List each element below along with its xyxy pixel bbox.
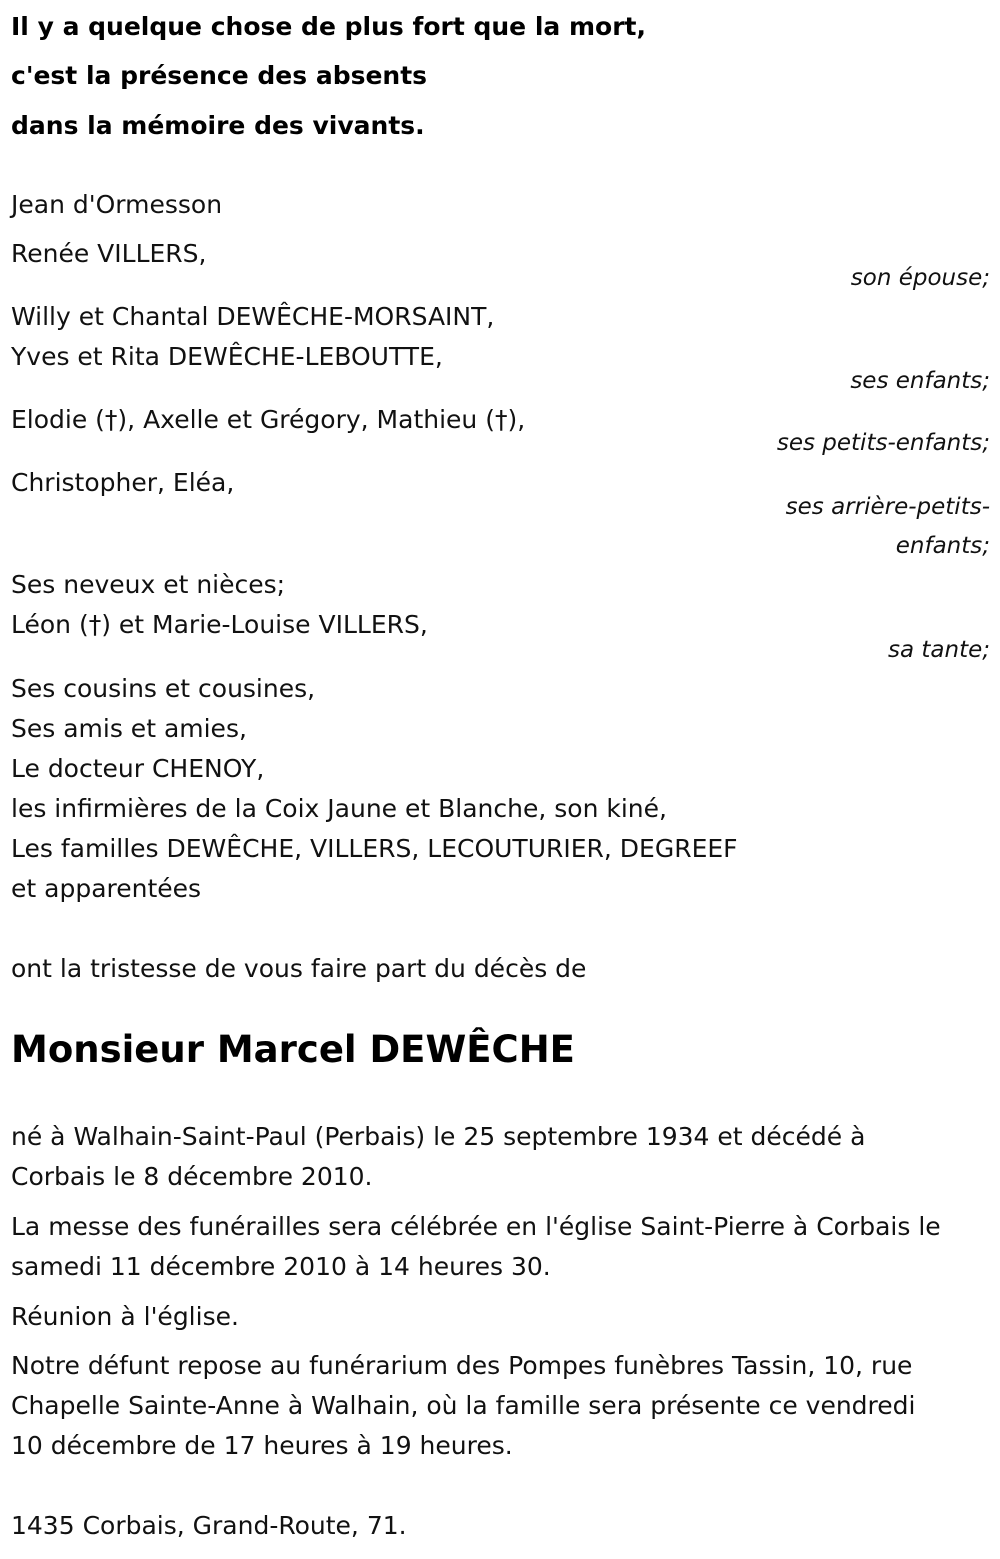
address-line: 1435 Corbais, Grand-Route, 71.: [11, 1511, 407, 1540]
family-name-line: Léon (†) et Marie-Louise VILLERS,: [11, 610, 428, 639]
family-relation: son épouse;: [850, 265, 990, 291]
detail-line: samedi 11 décembre 2010 à 14 heures 30.: [11, 1252, 551, 1281]
family-relation: sa tante;: [888, 637, 990, 663]
family-name-line: Ses amis et amies,: [11, 714, 247, 743]
quote-author: Jean d'Ormesson: [11, 190, 223, 219]
detail-line: né à Walhain-Saint-Paul (Perbais) le 25 septembre 1934 et décédé à: [11, 1122, 866, 1151]
family-name-line: Le docteur CHENOY,: [11, 754, 265, 783]
quote-line: Il y a quelque chose de plus fort que la mort,: [11, 12, 646, 41]
detail-line: Chapelle Sainte-Anne à Walhain, où la famille sera présente ce vendredi: [11, 1391, 916, 1420]
family-name-line: les infirmières de la Coix Jaune et Blanche, son kiné,: [11, 794, 667, 823]
family-name-line: Ses neveux et nièces;: [11, 570, 286, 599]
family-relation: ses enfants;: [850, 368, 990, 394]
family-name-line: Ses cousins et cousines,: [11, 674, 316, 703]
detail-line: Corbais le 8 décembre 2010.: [11, 1162, 373, 1191]
announcement-text: ont la tristesse de vous faire part du décès de: [11, 954, 587, 983]
family-relation: enfants;: [895, 533, 990, 559]
family-name-line: Willy et Chantal DEWÊCHE-MORSAINT,: [11, 302, 495, 331]
deceased-name: Monsieur Marcel DEWÊCHE: [11, 1028, 575, 1071]
quote-line: dans la mémoire des vivants.: [11, 111, 425, 140]
family-name-line: Yves et Rita DEWÊCHE-LEBOUTTE,: [11, 342, 443, 371]
family-relation: ses arrière-petits-: [785, 494, 990, 520]
quote-line: c'est la présence des absents: [11, 61, 428, 90]
family-name-line: Les familles DEWÊCHE, VILLERS, LECOUTURIER, DEGREEF: [11, 834, 738, 863]
detail-line: 10 décembre de 17 heures à 19 heures.: [11, 1431, 513, 1460]
detail-line: La messe des funérailles sera célébrée en l'église Saint-Pierre à Corbais le: [11, 1212, 941, 1241]
family-relation: ses petits-enfants;: [776, 430, 990, 456]
family-name-line: Elodie (†), Axelle et Grégory, Mathieu (†),: [11, 405, 526, 434]
family-name-line: Renée VILLERS,: [11, 239, 207, 268]
family-name-line: et apparentées: [11, 874, 202, 903]
family-name-line: Christopher, Eléa,: [11, 468, 235, 497]
detail-line: Réunion à l'église.: [11, 1302, 239, 1331]
detail-line: Notre défunt repose au funérarium des Pompes funèbres Tassin, 10, rue: [11, 1351, 913, 1380]
